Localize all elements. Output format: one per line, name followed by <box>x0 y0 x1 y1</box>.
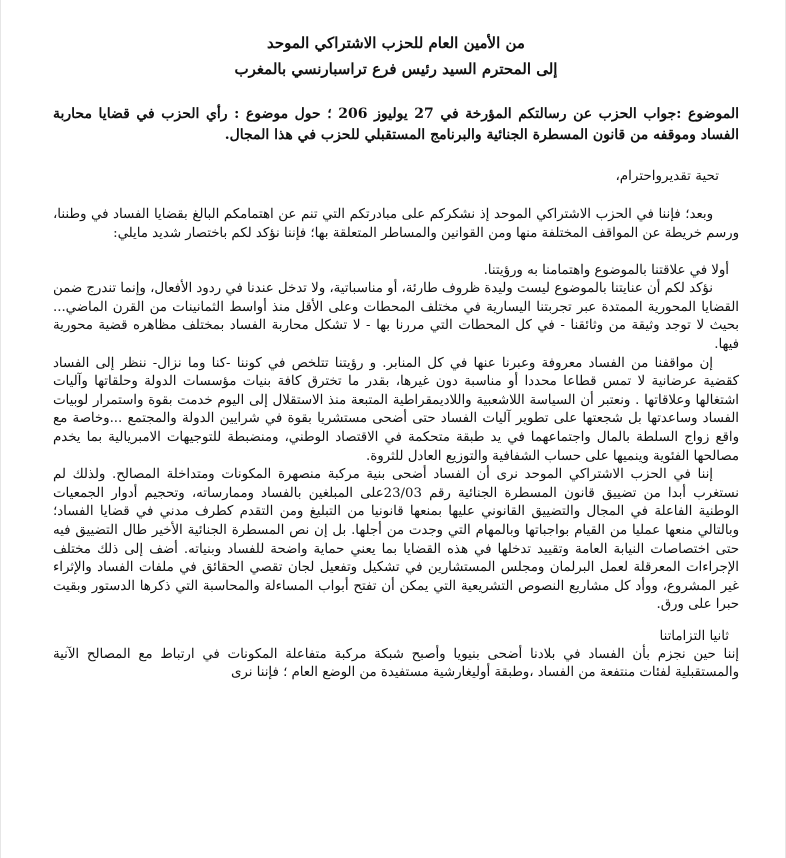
subject-line: الموضوع :جواب الحزب عن رسالتكم المؤرخة في 27 يوليوز 206 ؛ حول موضوع : رأي الحزب في قضايا محاربة الفساد وموقفه من قانون المسطرة الجنائية والبرنامج المستقبلي للحزب في هذا المجال. <box>53 106 739 143</box>
sender-line: من الأمين العام للحزب الاشتراكي الموحد <box>267 34 525 52</box>
greeting: تحية تقديرواحترام، <box>615 168 719 184</box>
recipient-line: إلى المحترم السيد رئيس فرع تراسبارنسي بالمغرب <box>234 60 558 78</box>
section-2-paragraph-1: إننا حين نجزم بأن الفساد في بلادنا أضحى بنيويا وأصبح شبكة مركبة متفاعلة المكونات في ارتباط مع المصالح الآنية والمستقبلية لفئات منتفعة من الفساد ،وطبقة أوليغارشية مستفيدة من الوضع العام ؛ فإننا نرى <box>53 646 739 681</box>
section-1-paragraph-3: إننا في الحزب الاشتراكي الموحد نرى أن الفساد أضحى بنية مركبة منصهرة المكونات ومتداخلة المصالح. ولذلك لم نستغرب أبدا من تضييق قانون المسطرة الجنائية رقم 23/03على المبلغين بالفساد وممارساته، وتحجيم أدوار الجمعيات الوطنية الفاعلة في المجال والتضييق القانوني عليها بمنعها قانونيا من التبليغ ومن التقدم كطرف مدني في قضايا الفساد؛ وبالتالي منعها عمليا من القيام بواجباتها وبالمهام التي وجدت من أجلها. بل إن نص المسطرة الجنائية الأخير طال التضييق فيه حتى اختصاصات النيابة العامة وتقييد تدخلها في هذه القضايا بما يعني حماية واضحة للفساد وبنياته. أضف إلى ذلك مختلف الإجراءات المعرقلة لعمل البرلمان ومجلس المستشارين في تشكيل وتفعيل لجان تقصي الحقائق في ملفات الفساد والإثراء غير المشروع، ووأد كل مشاريع النصوص التشريعية التي يمكن أن تفتح أبواب المساءلة والمحاسبة التي ذكرها الدستور وبقيت حبرا على ورق. <box>53 467 739 613</box>
intro-paragraph: وبعد؛ فإننا في الحزب الاشتراكي الموحد إذ نشكركم على مبادرتكم التي تنم عن اهتمامكم البالغ بقضايا الفساد في وطننا، ورسم خريطة عن المواقف المختلفة منها ومن القوانين والمساطر المتعلقة بها؛ فإننا نؤكد لكم باختصار شديد مايلي: <box>53 207 739 241</box>
section-1-title: أولا في علاقتنا بالموضوع واهتمامنا به ورؤيتنا. <box>483 263 729 279</box>
letter-header <box>53 30 739 82</box>
section-2-title: ثانيا التزاماتنا <box>659 628 729 644</box>
section-1-paragraph-2: إن مواقفنا من الفساد معروفة وعبرنا عنها في كل المنابر. و رؤيتنا تتلخص في كوننا -كنا وما نزال- ننظر إلى الفساد كقضية عرضانية لا تمس قطاعا محددا أو مناسبة دون غيرها، بقدر ما تخترق كافة بنيات مؤسسات الدولة وحلقاتها وآليات اشتغالها وعلاقاتها . ونعتبر أن السياسة اللاشعبية واللاديمقراطية المتبعة منذ الاستقلال إلى اليوم خدمت بقوة واستمرار لوبيات الفساد وساعدتها بل شجعتها على تطوير آليات الفساد حتى أضحى مستشريا بقوة في شرايين الدولة والمجتمع ...وخاصة مع واقع زواج السلطة بالمال واجتماعهما في يد طبقة متحكمة في الاقتصاد الوطني، ومنضبطة للتوجيهات الامبريالية بما يخدم مصالحها الفئوية وينميها على حساب الشفافية والتوزيع العادل للثروة. <box>53 355 739 464</box>
section-1-paragraph-1: نؤكد لكم أن عنايتنا بالموضوع ليست وليدة ظروف طارئة، أو مناسباتية، ولا تدخل عندنا في ردود الأفعال، وإنما تندرج ضمن القضايا المحورية الممتدة عبر تجربتنا اليسارية في مختلف المحطات وعلى الأقل منذ أواسط الثمانينات من القرن الماضي... بحيث لا توجد وثيقة من وثائقنا - في كل المحطات التي مررنا بها - لا تشكل محاربة الفساد بمختلف مظاهره قضية محورية فيها. <box>53 281 739 352</box>
